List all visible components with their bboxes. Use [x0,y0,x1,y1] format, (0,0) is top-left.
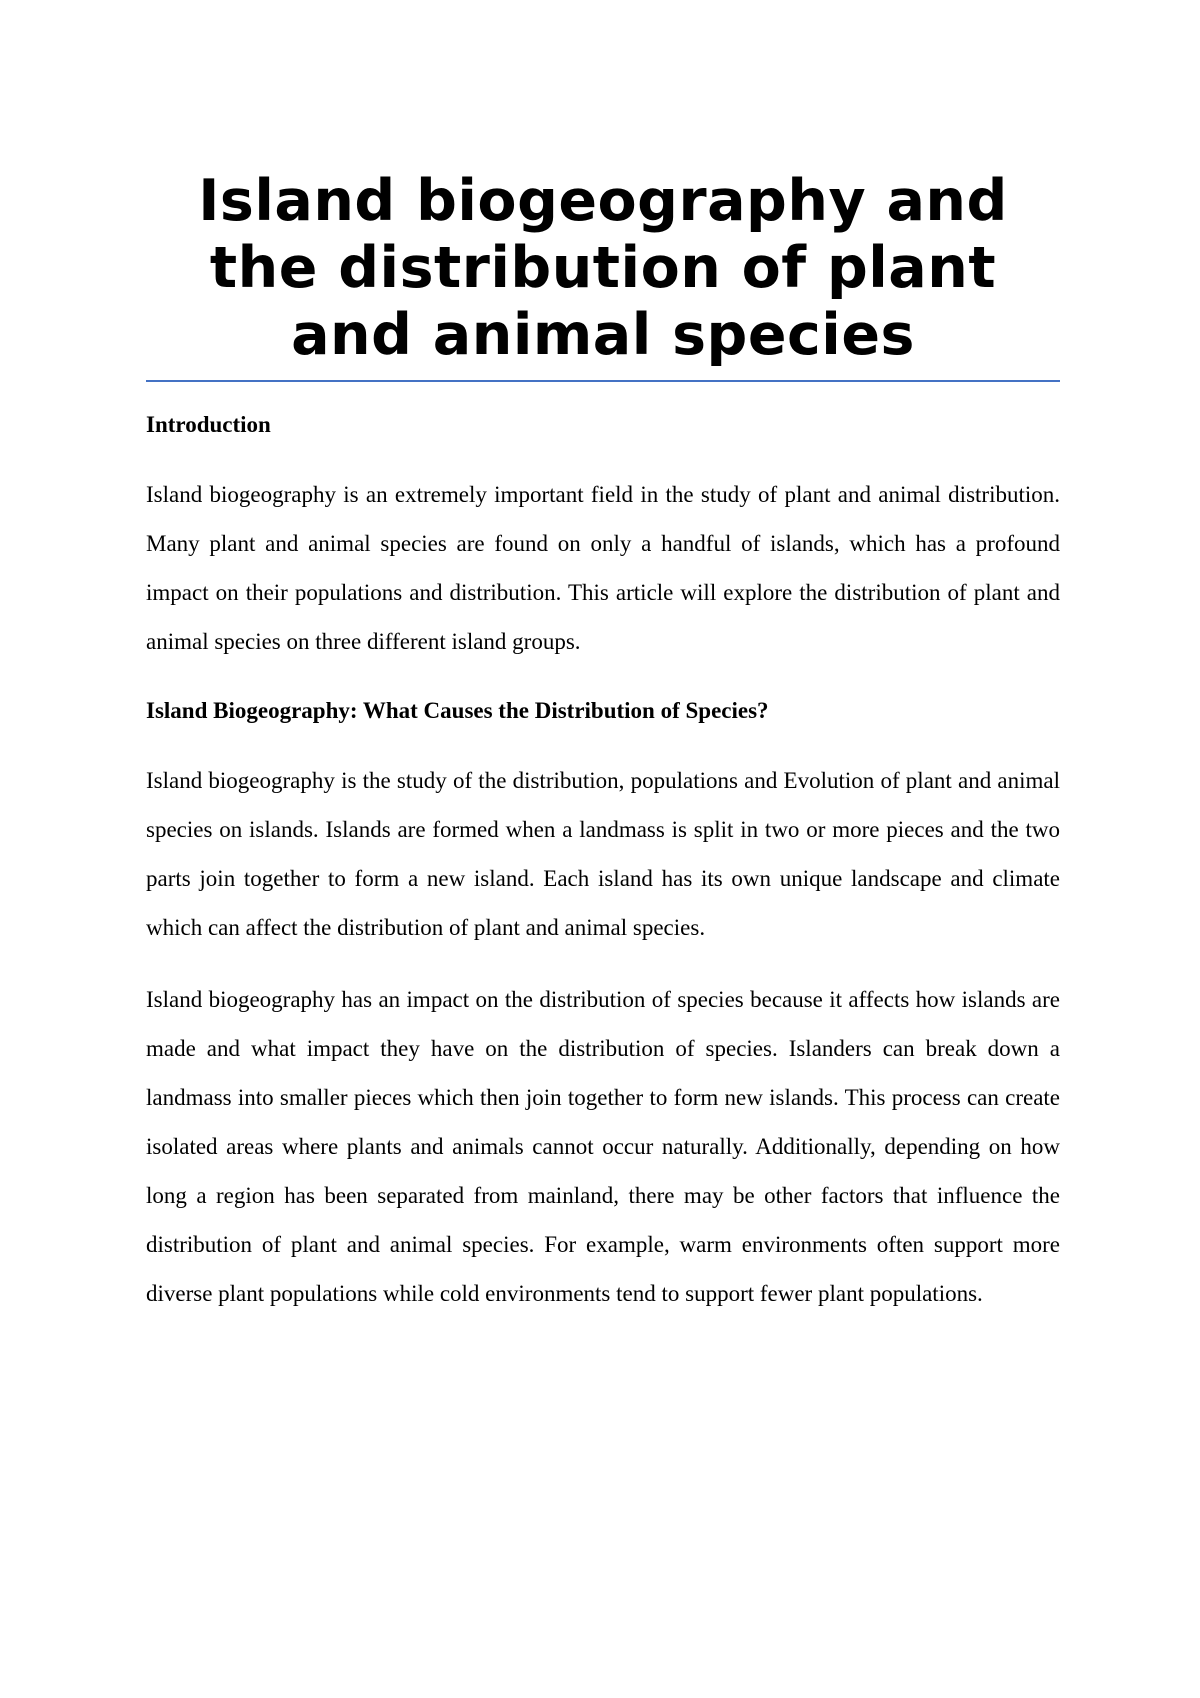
section-paragraph-2: Island biogeography has an impact on the distribution of species because it affects how islands are made and what impact they have on the distribution of species. Islanders can break down a landmass into smaller pieces which then join together to form new islands. This process can create isolated areas where plants and animals cannot occur naturally. Additionally, depending on how long a region has been separated from mainland, there may be other factors that influence the distribution of plant and animal species. For example, warm environments often support more diverse plant populations while cold environments tend to support fewer plant populations. [146,987,1060,1306]
section-heading: Island Biogeography: What Causes the Distribution of Species? [146,698,769,723]
title-underline-divider [146,380,1060,382]
document-title: Island biogeography and the distribution of plant and animal species [198,168,1008,368]
section-paragraph-1: Island biogeography is the study of the distribution, populations and Evolution of plant and animal species on islands. Islands are formed when a landmass is split in two or more pieces and the two parts join together to form a new island. Each island has its own unique landscape and climate which can affect the distribution of plant and animal species. [146,768,1060,940]
document-body [146,168,1060,1318]
introduction-paragraph: Island biogeography is an extremely important field in the study of plant and animal distribution. Many plant and animal species are found on only a handful of islands, which has a profound impact on their populations and distribution. This article will explore the distribution of plant and animal species on three different island groups. [146,482,1060,654]
introduction-heading: Introduction [146,412,271,437]
